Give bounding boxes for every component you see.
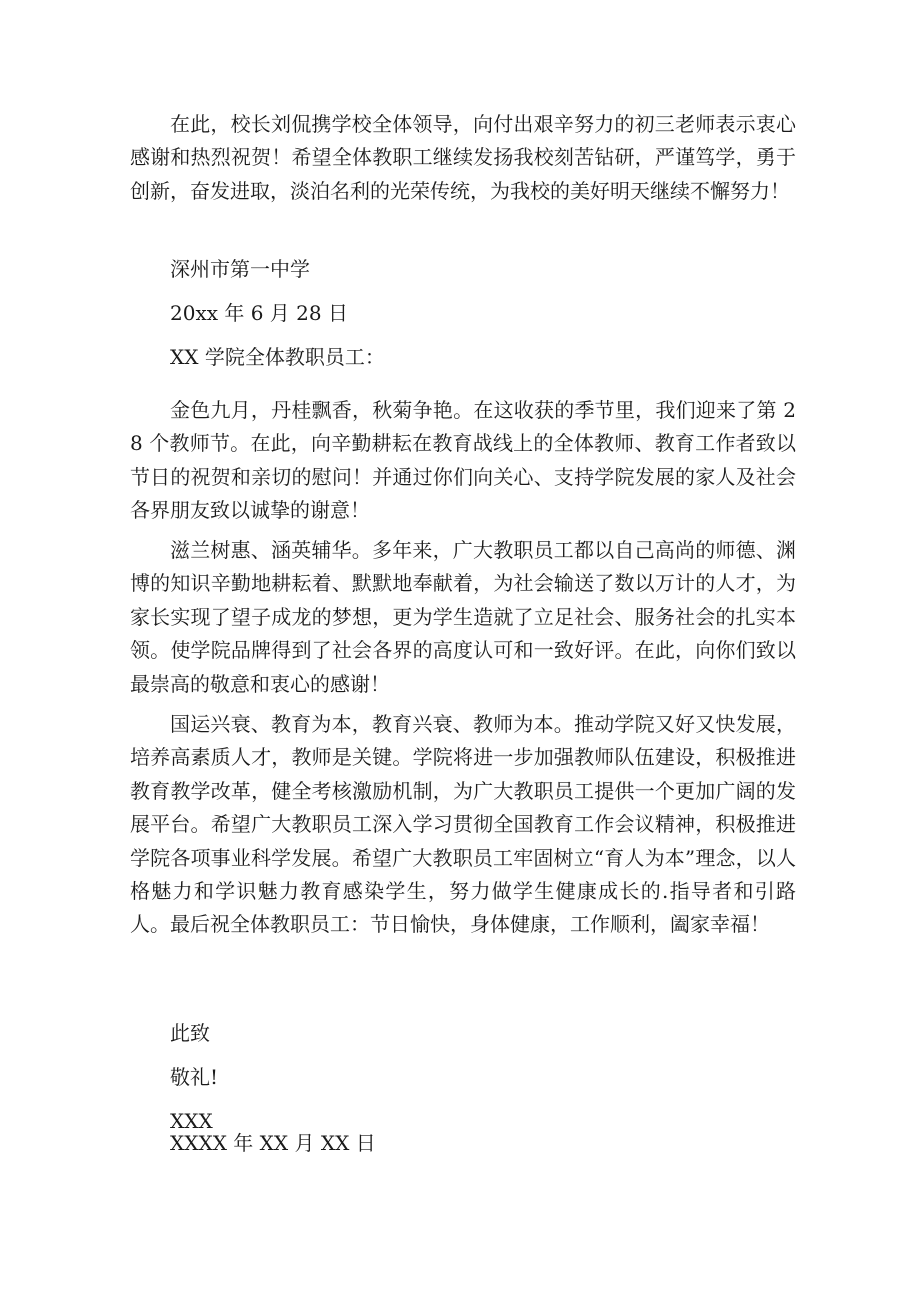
letter1-body-paragraph: 在此，校长刘侃携学校全体领导，向付出艰辛努力的初三老师表示衷心感谢和热烈祝贺！希望全体教职工继续发扬我校刻苦钻研，严谨笃学，勇于创新，奋发进取，淡泊名利的光荣传统，为我校的美好明天继续不懈努力！: [130, 112, 796, 203]
letter1-signature: 深州市第一中学: [170, 257, 310, 281]
letter2-regards: 敬礼!: [170, 1065, 219, 1089]
letter2-paragraph-2: 滋兰树惠、涵英辅华。多年来，广大教职员工都以自己高尚的师德、渊博的知识辛勤地耕耘着、默默地奉献着，为社会输送了数以万计的人才，为家长实现了望子成龙的梦想，更为学生造就了立足社会、服务社会的扎实本领。使学院品牌得到了社会各界的高度认可和一致好评。在此，向你们致以最崇高的敬意和衷心的感谢！: [130, 538, 796, 696]
letter1-date: 20xx 年 6 月 28 日: [170, 301, 348, 325]
letter2-date: XXXX 年 XX 月 XX 日: [170, 1131, 376, 1155]
letter2-salutation: XX 学院全体教职员工：: [170, 345, 385, 369]
letter2-paragraph-1: 金色九月，丹桂飘香，秋菊争艳。在这收获的季节里，我们迎来了第 28 个教师节。在此，向辛勤耕耘在教育战线上的全体教师、教育工作者致以节日的祝贺和亲切的慰问！并通过你们向关心、支持学院发展的家人及社会各界朋友致以诚挚的谢意！: [130, 398, 796, 523]
letter2-closing: 此致: [170, 1021, 210, 1045]
letter2-signature: XXX: [170, 1109, 213, 1133]
letter2-paragraph-3: 国运兴衰、教育为本，教育兴衰、教师为本。推动学院又好又快发展，培养高素质人才，教师是关键。学院将进一步加强教师队伍建设，积极推进教育教学改革，健全考核激励机制，为广大教职员工提供一个更加广阔的发展平台。希望广大教职员工深入学习贯彻全国教育工作会议精神，积极推进学院各项事业科学发展。希望广大教职员工牢固树立“育人为本”理念，以人格魅力和学识魅力教育感染学生，努力做学生健康成长的.指导者和引路人。最后祝全体教职员工：节日愉快，身体健康，工作顺利，阖家幸福！: [130, 712, 796, 937]
